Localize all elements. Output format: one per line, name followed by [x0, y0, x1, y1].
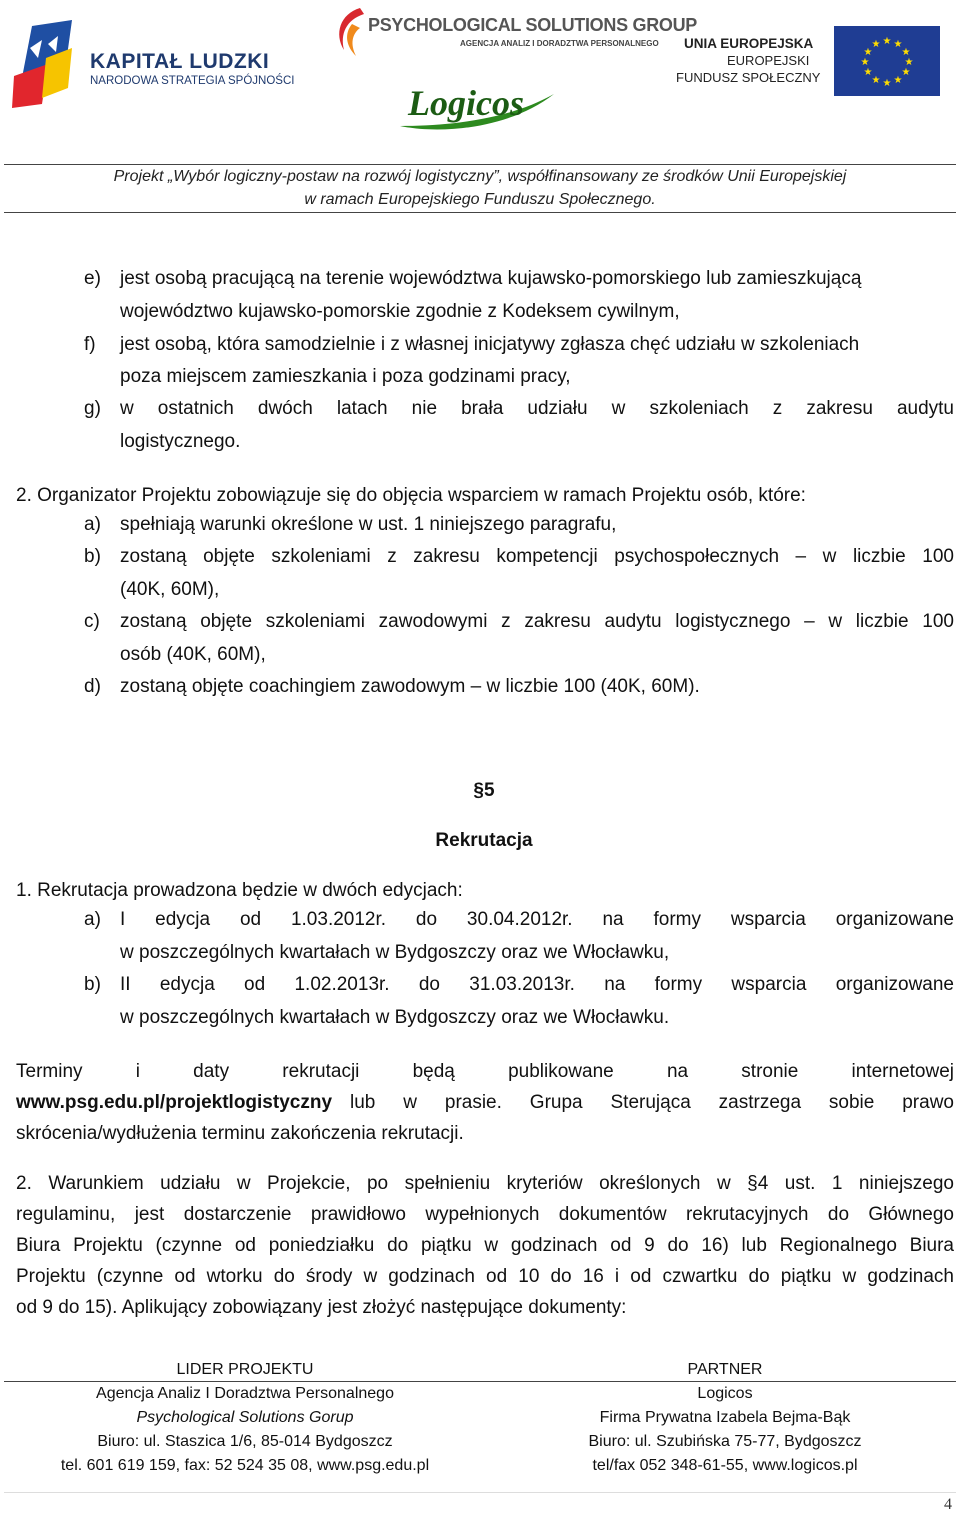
footer-partner-name: Logicos	[697, 1385, 753, 1402]
svg-text:★: ★	[893, 75, 903, 86]
svg-text:★: ★	[871, 39, 881, 50]
item-d-line1: zostaną objęte coachingiem zawodowym – w liczbie 100 (40K, 60M).	[120, 676, 700, 697]
item-c-line1: zostaną objęte szkoleniami zawodowymi z zakresu audytu logistycznego – w liczbie 100	[120, 611, 954, 632]
psg-emblem-icon	[330, 4, 374, 69]
ue-line3: FUNDUSZ SPOŁECZNY	[676, 70, 821, 85]
psg-subtitle: AGENCJA ANALIZ I DORADZTWA PERSONALNEGO	[460, 39, 659, 48]
recruit-b-marker: b)	[84, 974, 101, 995]
kl-title: KAPITAŁ LUDZKI	[90, 50, 270, 73]
recruitment-1: 1. Rekrutacja prowadzona będzie w dwóch edycjach:	[16, 880, 463, 901]
paragraph-2: 2. Organizator Projektu zobowiązuje się do objęcia wsparciem w ramach Projektu osób, które:	[16, 485, 806, 506]
terms-line3: skrócenia/wydłużenia terminu zakończenia rekrutacji.	[16, 1123, 464, 1144]
svg-text:★: ★	[901, 67, 911, 78]
footer-leader-contact: tel. 601 619 159, fax: 52 524 35 08, www.psg.edu.pl	[60, 1457, 430, 1474]
condition-line3: Biura Projektu (czynne od poniedziałku do piątku w godzinach od 9 do 16) lub Regionalnego Biura	[16, 1235, 954, 1256]
svg-text:★: ★	[863, 47, 873, 58]
footer-partner-company: Firma Prywatna Izabela Bejma-Bąk	[599, 1409, 851, 1426]
footer-partner-title: PARTNER	[687, 1361, 763, 1378]
recruit-a-line2: w poszczególnych kwartałach w Bydgoszczy oraz we Włocławku,	[120, 942, 670, 963]
header-rule-bottom	[4, 212, 956, 213]
footer-leader-name: Agencja Analiz I Doradztwa Personalnego	[96, 1385, 394, 1402]
ue-line2: EUROPEJSKI	[727, 53, 810, 68]
project-line-2: w ramach Europejskiego Funduszu Społecznego.	[304, 191, 656, 208]
svg-text:★: ★	[863, 67, 873, 78]
item-e-line2: województwo kujawsko-pomorskie zgodnie z Kodeksem cywilnym,	[120, 301, 680, 322]
terms-line2-rest: lub w prasie. Grupa Sterująca zastrzega sobie prawo	[350, 1092, 954, 1113]
footer-partner-contact: tel/fax 052 348-61-55, www.logicos.pl	[592, 1457, 858, 1474]
ue-line1: UNIA EUROPEJSKA	[684, 36, 814, 51]
svg-text:★: ★	[901, 47, 911, 58]
svg-text:★: ★	[904, 57, 914, 68]
item-c-line2: osób (40K, 60M),	[120, 644, 266, 665]
kl-subtitle: NARODOWA STRATEGIA SPÓJNOŚCI	[90, 75, 295, 87]
item-f-line2: poza miejscem zamieszkania i poza godzinami pracy,	[120, 366, 571, 387]
page-bottom-rule	[4, 1492, 956, 1493]
item-g-marker: g)	[84, 398, 101, 419]
footer-rule	[4, 1381, 956, 1382]
condition-line2: regulaminu, jest dostarczenie prawidłowo wypełnionych dokumentów rekrutacyjnych do Głównego	[16, 1204, 954, 1225]
item-f-marker: f)	[84, 334, 96, 355]
recruitment-website-link[interactable]: www.psg.edu.pl/projektlogistyczny	[16, 1092, 333, 1113]
svg-text:★: ★	[871, 75, 881, 86]
item-e-marker: e)	[84, 268, 101, 289]
project-line-1: Projekt „Wybór logiczny-postaw na rozwój logistyczny”, współfinansowany ze środków Unii Europejskiej	[113, 168, 847, 185]
item-g-line2: logistycznego.	[120, 431, 241, 452]
recruit-b-line1: II edycja od 1.02.2013r. do 31.03.2013r. na formy wsparcia organizowane	[120, 974, 954, 995]
item-g-line1: w ostatnich dwóch latach nie brała udziału w szkoleniach z zakresu audytu	[120, 398, 954, 419]
psg-title: PSYCHOLOGICAL SOLUTIONS GROUP	[368, 15, 697, 35]
footer-leader-company: Psychological Solutions Gorup	[136, 1409, 354, 1426]
condition-line1: 2. Warunkiem udziału w Projekcie, po spełnieniu kryteriów określonych w §4 ust. 1 niniejszego	[16, 1173, 954, 1194]
section-title: Rekrutacja	[435, 830, 533, 851]
logicos-logo-text: Logicos	[408, 83, 524, 123]
recruit-a-marker: a)	[84, 909, 101, 930]
item-b-marker: b)	[84, 546, 101, 567]
condition-line4: Projektu (czynne od wtorku do środy w godzinach od 10 do 16 i od czwartku do piątku w godzinach	[16, 1266, 954, 1287]
kapital-ludzki-emblem-icon	[12, 18, 92, 110]
footer-leader-address: Biuro: ul. Staszica 1/6, 85-014 Bydgoszcz	[97, 1433, 393, 1450]
recruit-b-line2: w poszczególnych kwartałach w Bydgoszczy oraz we Włocławku.	[120, 1007, 670, 1028]
condition-line5: od 9 do 15). Aplikujący zobowiązany jest złożyć następujące dokumenty:	[16, 1297, 627, 1318]
page-number: 4	[944, 1496, 952, 1513]
footer-leader-title: LIDER PROJEKTU	[176, 1361, 314, 1378]
item-c-marker: c)	[84, 611, 100, 632]
item-e-line1: jest osobą pracującą na terenie województwa kujawsko-pomorskiego lub zamieszkującą	[120, 268, 862, 289]
terms-line1: Terminy i daty rekrutacji będą publikowane na stronie internetowej	[16, 1061, 954, 1082]
svg-text:★: ★	[860, 57, 870, 68]
eu-flag-icon	[834, 26, 940, 96]
item-b-line1: zostaną objęte szkoleniami z zakresu kompetencji psychospołecznych – w liczbie 100	[120, 546, 954, 567]
item-b-line2: (40K, 60M),	[120, 579, 220, 600]
item-f-line1: jest osobą, która samodzielnie i z własnej inicjatywy zgłasza chęć udziału w szkoleniach	[120, 334, 860, 355]
recruit-a-line1: I edycja od 1.03.2012r. do 30.04.2012r. na formy wsparcia organizowane	[120, 909, 954, 930]
terms-line2	[16, 1092, 954, 1114]
svg-text:★: ★	[882, 78, 892, 89]
footer-partner-address: Biuro: ul. Szubińska 75-77, Bydgoszcz	[588, 1433, 862, 1450]
svg-text:★: ★	[882, 36, 892, 47]
item-d-marker: d)	[84, 676, 101, 697]
header-rule-top	[4, 164, 956, 165]
svg-text:★: ★	[893, 39, 903, 50]
section-number: §5	[473, 780, 495, 801]
item-a-line1: spełniają warunki określone w ust. 1 niniejszego paragrafu,	[120, 514, 617, 535]
item-a-marker: a)	[84, 514, 101, 535]
